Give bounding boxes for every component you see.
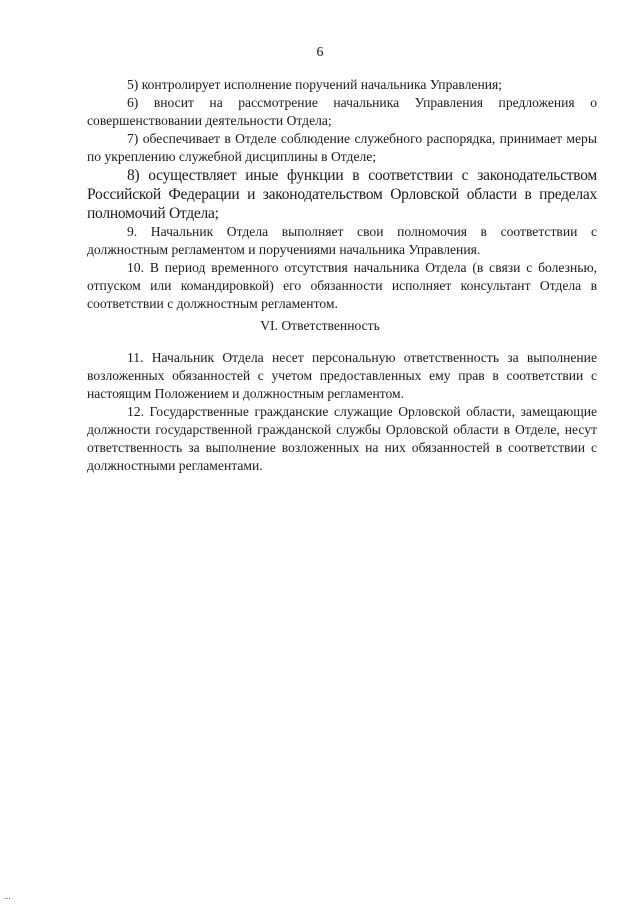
paragraph-11: 11. Начальник Отдела несет персональную ответственность за выполнение возложенных обязанностей с учетом предоставленных ему прав в соответствии с настоящим Положением и должностным регламентом. — [87, 350, 597, 401]
duty-item-6: 6) вносит на рассмотрение начальника Управления предложения о совершенствовании деятельности Отдела; — [87, 95, 597, 128]
responsibility-section — [87, 349, 597, 475]
duties-list — [87, 76, 597, 313]
duty-item-5: 5) контролирует исполнение поручений начальника Управления; — [127, 77, 503, 92]
paragraph-12: 12. Государственные гражданские служащие Орловской области, замещающие должности государственной гражданской службы Орловской области в Отделе, несут ответственность за выполнение возложенных на них обязанностей в соответствии с должностными регламентами. — [87, 404, 597, 473]
page-number: 6 — [316, 45, 324, 60]
scan-corner-mark: ... — [4, 891, 11, 901]
paragraph-9: 9. Начальник Отдела выполняет свои полномочия в соответствии с должностным регламентом и поручениями начальника Управления. — [87, 224, 597, 257]
paragraph-10: 10. В период временного отсутствия начальника Отдела (в связи с болезнью, отпуском или командировкой) его обязанности исполняет консультант Отдела в соответствии с должностным регламентом. — [87, 260, 597, 311]
section-heading: VI. Ответственность — [260, 318, 380, 333]
duty-item-8: 8) осуществляет иные функции в соответствии с законодательством Российской Федерации и законодательством Орловской области в пределах полномочий Отдела; — [87, 167, 597, 222]
duty-item-7: 7) обеспечивает в Отделе соблюдение служебного распорядка, принимает меры по укреплению служебной дисциплины в Отделе; — [87, 131, 597, 164]
